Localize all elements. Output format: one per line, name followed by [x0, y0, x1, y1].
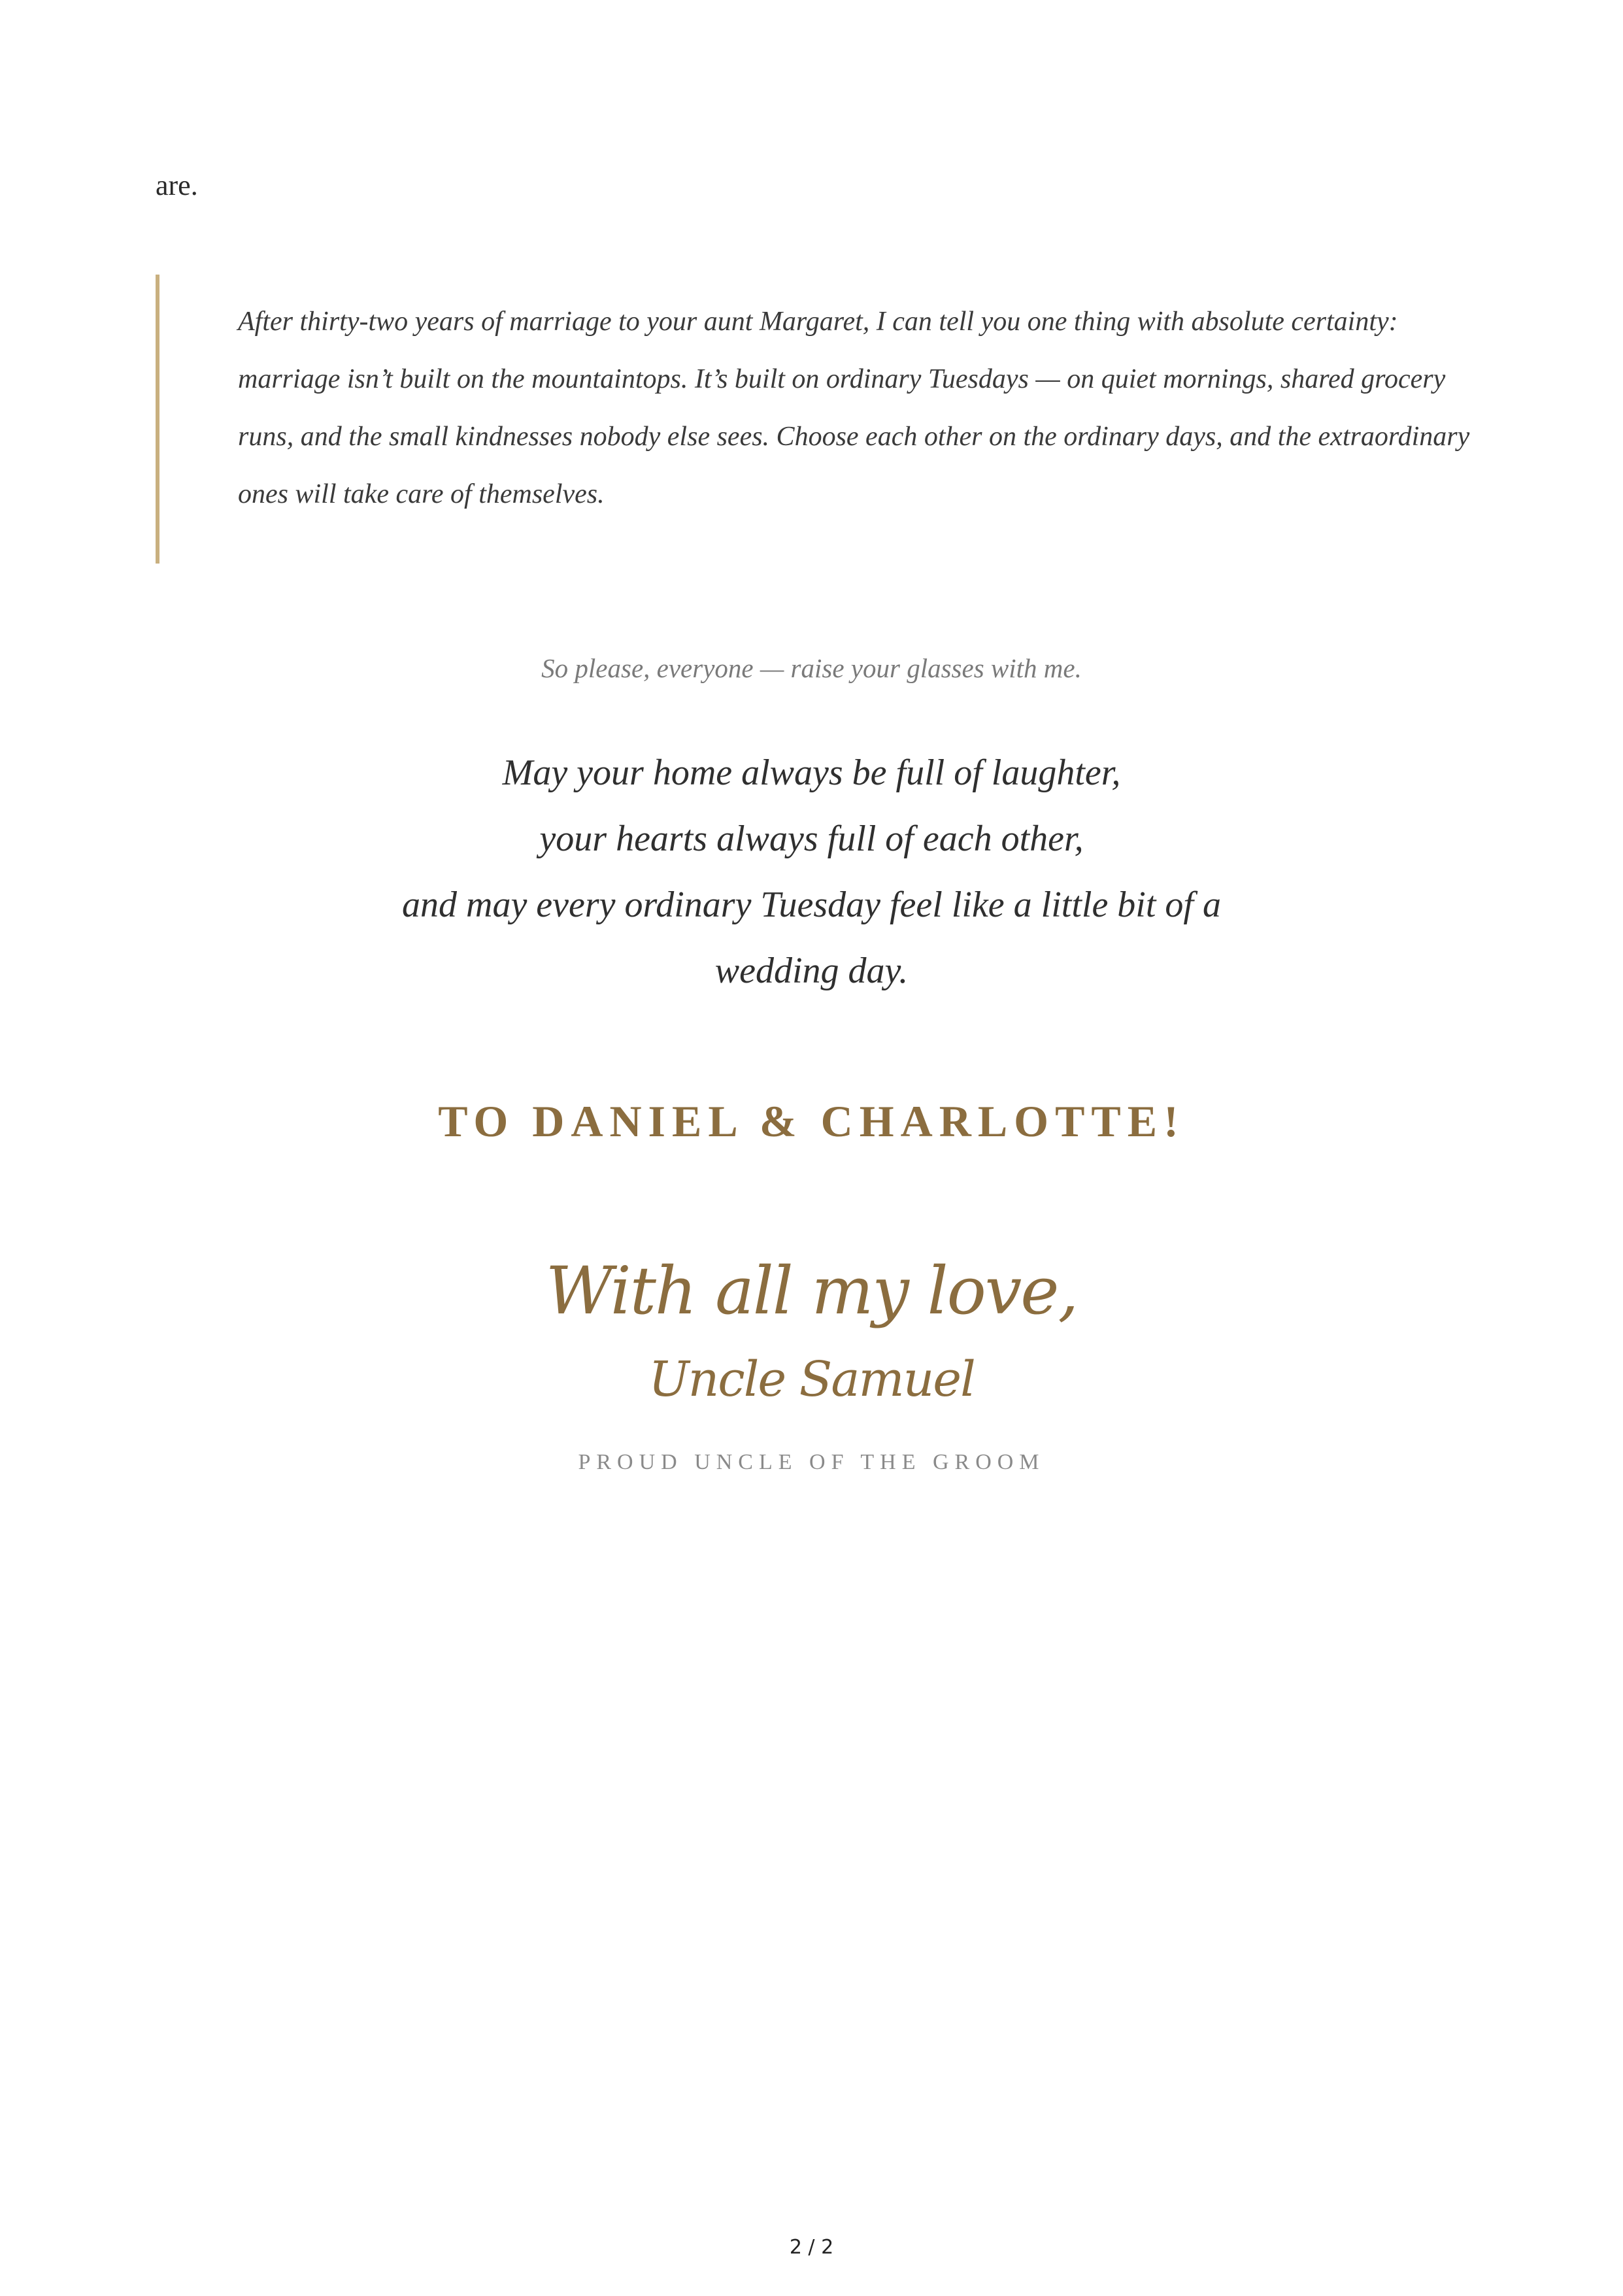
toast-line: and may every ordinary Tuesday feel like a little bit of a — [402, 885, 1221, 925]
toast-line: your hearts always full of each other, — [539, 819, 1084, 859]
invite-line: So please, everyone — raise your glasses with me. — [541, 653, 1082, 683]
toast-verse — [0, 740, 1623, 1004]
blockquote — [156, 275, 1469, 564]
signoff: With all my love, — [545, 1253, 1078, 1329]
toast-line: May your home always be full of laughter, — [502, 752, 1121, 793]
toast-line: wedding day. — [714, 951, 909, 991]
signature: Uncle Samuel — [648, 1351, 975, 1408]
toast-title: TO DANIEL & CHARLOTTE! — [438, 1096, 1185, 1146]
carryover-text: are. — [156, 169, 198, 201]
quote-text: After thirty-two years of marriage to your aunt Margaret, I can tell you one thing with absolute certainty: marriage isn’t built on the mountaintops. It’s built on ordinary Tuesdays — on quiet mornings, shared grocery runs, and the small kindnesses nobody else sees. Choose each other on the ordinary days, and the extraordinary ones will take care of themselves. — [238, 307, 1470, 509]
page-number: 2 / 2 — [789, 2236, 834, 2259]
signer-role: PROUD UNCLE OF THE GROOM — [578, 1450, 1045, 1474]
